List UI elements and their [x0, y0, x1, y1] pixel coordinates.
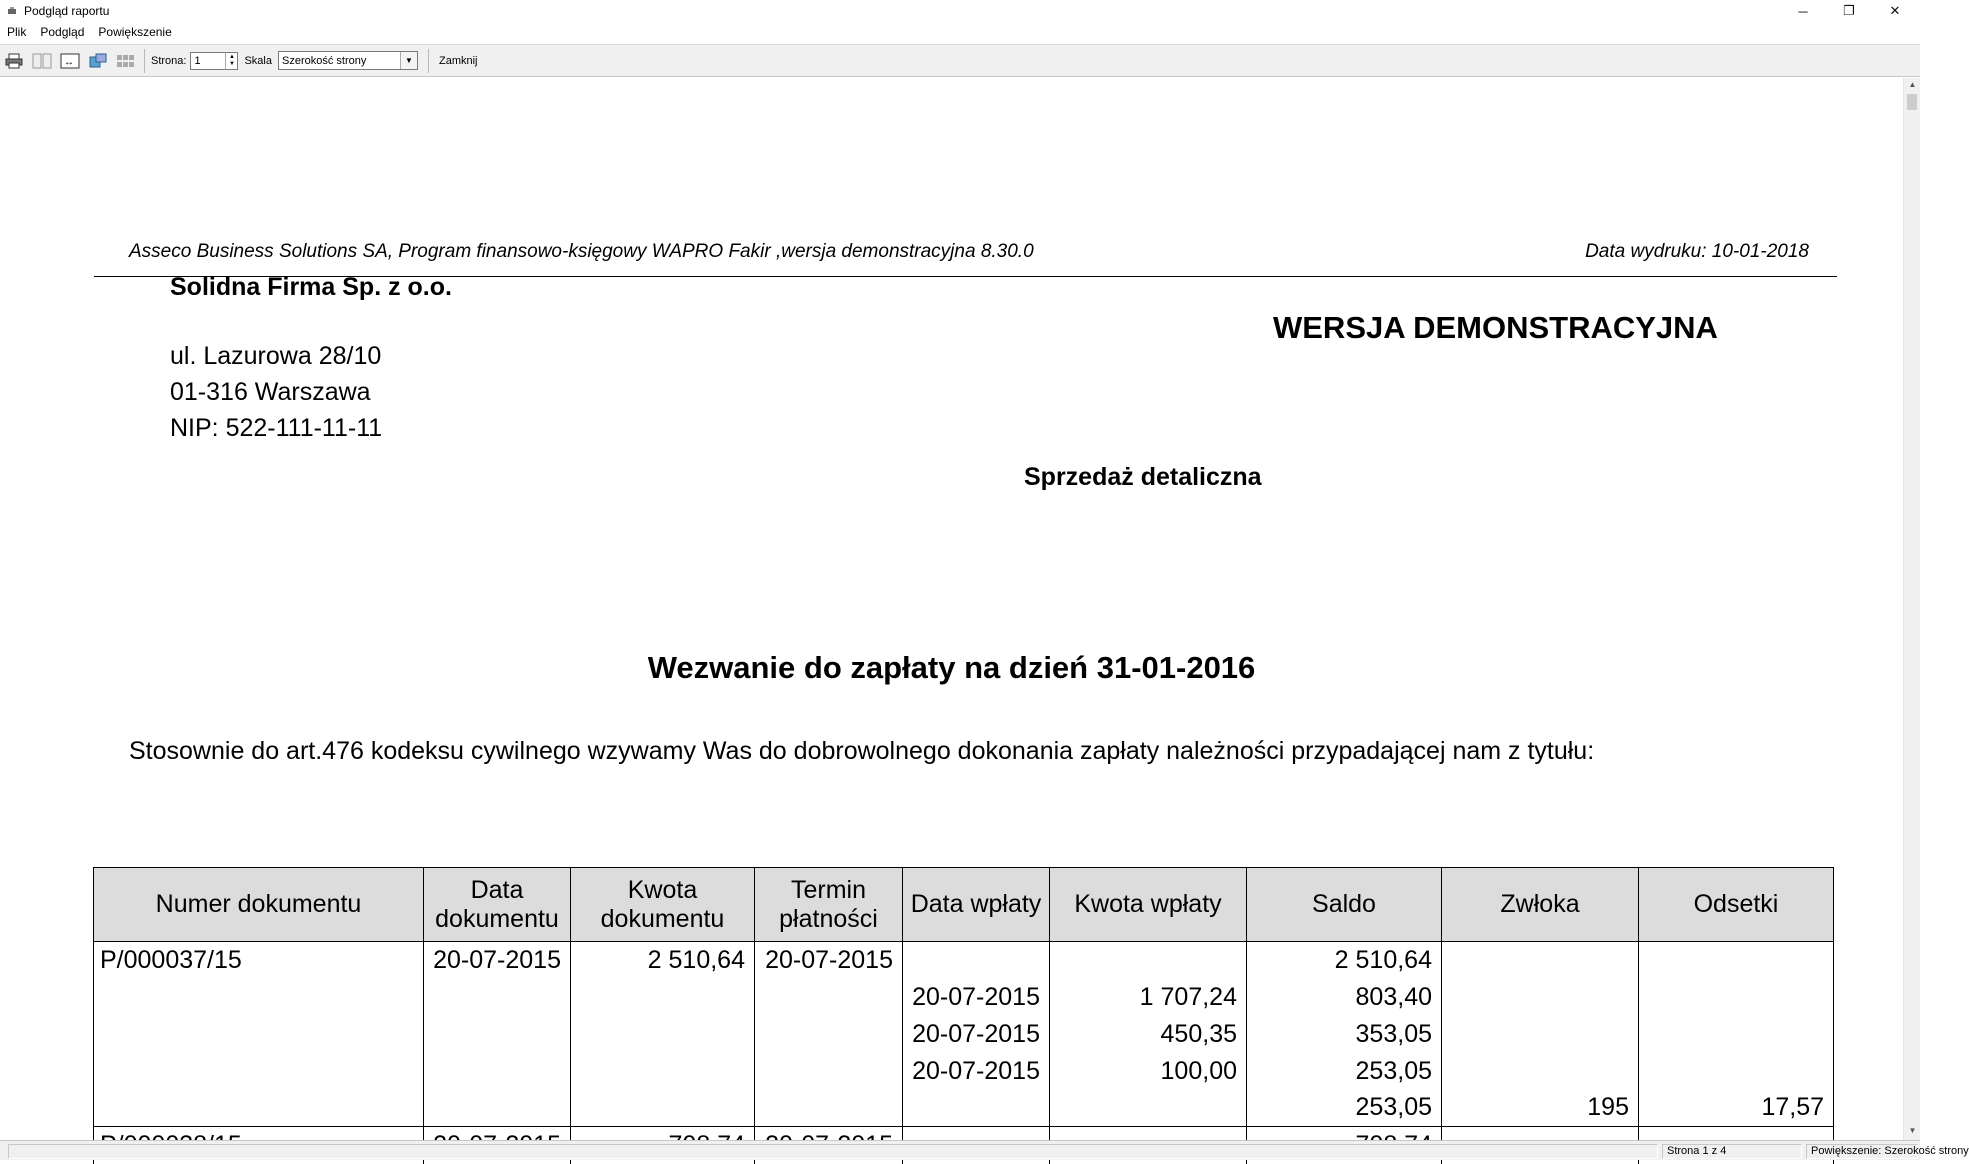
scale-value[interactable]: Szerokość strony: [282, 54, 367, 67]
delay: 195: [1442, 1090, 1639, 1127]
balance: 2 510,64: [1247, 942, 1442, 979]
menu-bar: [0, 22, 1920, 42]
payments-table: [93, 867, 1834, 1164]
options-icon[interactable]: [86, 50, 110, 72]
interest: 17,57: [1639, 1090, 1834, 1127]
payment-date: 20-07-2015: [903, 1016, 1050, 1053]
col-header: Data wpłaty: [903, 868, 1050, 942]
printer-icon[interactable]: [2, 50, 26, 72]
doc-amount: [571, 1016, 755, 1053]
balance: 253,05: [1247, 1090, 1442, 1127]
print-date: Data wydruku: 10-01-2018: [1585, 241, 1809, 262]
col-header: Data dokumentu: [424, 868, 571, 942]
table-row: [94, 1016, 1834, 1053]
doc-amount: [571, 1053, 755, 1090]
close-preview-button[interactable]: Zamknij: [439, 54, 478, 67]
scale-select[interactable]: [278, 51, 418, 70]
svg-text:↔: ↔: [64, 56, 74, 68]
doc-date: [424, 979, 571, 1016]
balance: 803,40: [1247, 979, 1442, 1016]
doc-date: 20-07-2015: [424, 942, 571, 979]
col-header: Numer dokumentu: [94, 868, 424, 942]
col-header: Termin płatności: [755, 868, 903, 942]
scroll-up-icon[interactable]: ▲: [1908, 80, 1917, 89]
doc-number: [94, 1090, 424, 1127]
page-label: Strona:: [151, 54, 187, 67]
doc-date: [424, 1053, 571, 1090]
col-header: Zwłoka: [1442, 868, 1639, 942]
interest: [1639, 1053, 1834, 1090]
due-date: 20-07-2015: [755, 942, 903, 979]
close-window-button[interactable]: ✕: [1889, 3, 1901, 18]
doc-number: [94, 1016, 424, 1053]
doc-date: [424, 1090, 571, 1127]
payment-amount: 100,00: [1050, 1053, 1247, 1090]
toolbar: [0, 44, 1920, 77]
interest: [1639, 1016, 1834, 1053]
table-header-row: [94, 868, 1834, 942]
due-date: [755, 979, 903, 1016]
status-cell-empty: [8, 1144, 1658, 1159]
minimize-button[interactable]: ─: [1798, 3, 1808, 19]
address-city: 01-316 Warszawa: [170, 378, 371, 406]
page-number-value[interactable]: 1: [194, 54, 201, 67]
page-fit-icon[interactable]: [58, 50, 82, 72]
toolbar-separator: [144, 49, 145, 73]
table-row: [94, 979, 1834, 1016]
doc-number: [94, 979, 424, 1016]
status-zoom-info: Powiększenie: Szerokość strony: [1806, 1144, 1918, 1159]
payment-date: 20-07-2015: [903, 1053, 1050, 1090]
intro-text: Stosownie do art.476 kodeksu cywilnego wzywamy Was do dobrowolnego dokonania zapłaty należności przypadającej nam z tytułu:: [129, 737, 1595, 765]
payment-amount: 1 707,24: [1050, 979, 1247, 1016]
scroll-down-icon[interactable]: ▼: [1908, 1126, 1917, 1135]
company-name: Solidna Firma Sp. z o.o.: [170, 273, 452, 301]
payment-amount: [1050, 1090, 1247, 1127]
balance: 353,05: [1247, 1016, 1442, 1053]
document-title: Wezwanie do zapłaty na dzień 31-01-2016: [647, 650, 1256, 685]
chevron-down-icon[interactable]: ▼: [400, 52, 417, 69]
page-number-spinner[interactable]: [190, 52, 238, 70]
delay: [1442, 1016, 1639, 1053]
menu-powiekszenie[interactable]: Powiększenie: [98, 25, 172, 39]
menu-podglad[interactable]: Podgląd: [40, 25, 85, 39]
table-row: [94, 1090, 1834, 1127]
due-date: [755, 1090, 903, 1127]
scale-label: Skala: [244, 54, 272, 67]
address-nip: NIP: 522-111-11-11: [170, 414, 383, 442]
toolbar-separator: [428, 49, 429, 73]
maximize-button[interactable]: ❐: [1843, 3, 1855, 18]
title-bar: [0, 0, 1920, 22]
col-header: Saldo: [1247, 868, 1442, 942]
doc-amount: 2 510,64: [571, 942, 755, 979]
spinner-arrows-icon[interactable]: ▲ ▼: [225, 53, 237, 69]
doc-amount: [571, 1090, 755, 1127]
doc-date: [424, 1016, 571, 1053]
doc-number: [94, 1053, 424, 1090]
col-header: Kwota dokumentu: [571, 868, 755, 942]
payment-date: 20-07-2015: [903, 979, 1050, 1016]
grid-icon[interactable]: [114, 50, 138, 72]
col-header: Odsetki: [1639, 868, 1834, 942]
table-row: [94, 942, 1834, 979]
page-prev-icon[interactable]: [30, 50, 54, 72]
vertical-scrollbar[interactable]: [1903, 78, 1920, 1140]
balance: 253,05: [1247, 1053, 1442, 1090]
delay: [1442, 1053, 1639, 1090]
window-title: Podgląd raportu: [24, 4, 110, 18]
report-page: [0, 78, 1903, 1140]
interest: [1639, 979, 1834, 1016]
demo-banner: WERSJA DEMONSTRACYJNA: [1273, 310, 1718, 345]
payment-amount: [1050, 942, 1247, 979]
due-date: [755, 1053, 903, 1090]
due-date: [755, 1016, 903, 1053]
doc-amount: [571, 979, 755, 1016]
status-bar: [0, 1140, 1969, 1160]
payment-date: [903, 1090, 1050, 1127]
app-icon: [4, 3, 20, 19]
sale-type: Sprzedaż detaliczna: [1024, 463, 1262, 491]
payment-date: [903, 942, 1050, 979]
address-street: ul. Lazurowa 28/10: [170, 342, 382, 370]
report-header: [94, 240, 1837, 277]
delay: [1442, 979, 1639, 1016]
status-page-info: Strona 1 z 4: [1662, 1144, 1802, 1159]
scroll-thumb[interactable]: [1907, 94, 1917, 110]
col-header: Kwota wpłaty: [1050, 868, 1247, 942]
table-row: [94, 1053, 1834, 1090]
report-header-left: Asseco Business Solutions SA, Program finansowo-księgowy WAPRO Fakir ,wersja demonstracyjna 8.30.0: [129, 241, 1034, 262]
delay: [1442, 942, 1639, 979]
menu-plik[interactable]: Plik: [7, 25, 27, 39]
interest: [1639, 942, 1834, 979]
doc-number: P/000037/15: [94, 942, 424, 979]
payment-amount: 450,35: [1050, 1016, 1247, 1053]
